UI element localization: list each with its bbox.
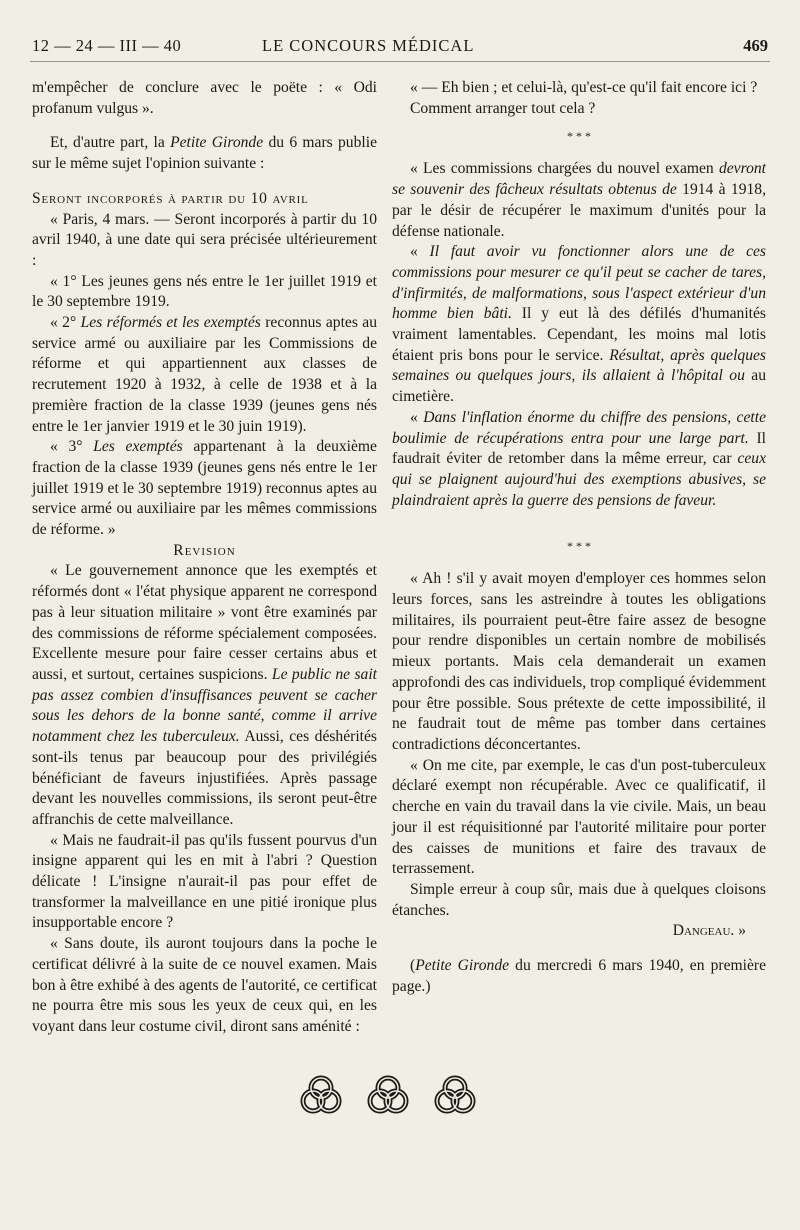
paragraph: « Les commissions chargées du nouvel examen devront se souvenir des fâcheux résultats obtenus de 1914 à 1918, par le désir de récupérer le maximum d'unités pour la défense nationale. <box>392 160 766 240</box>
paragraph: « Sans doute, ils auront toujours dans la poche le certificat délivré à la suite de ce nouvel examen. Mais bon à être exhibé à des agents de l'autorité, ce certificat ne pourra être mis sous les yeux de ceux qui, en les voyant dans leur costume civil, diront sans aménité : <box>32 935 377 1035</box>
left-column <box>32 78 377 1038</box>
knot-ornament-icon <box>298 1072 344 1118</box>
journal-title: LE CONCOURS MÉDICAL <box>262 36 475 55</box>
ornament-row <box>298 1072 478 1120</box>
paragraph: « Il faut avoir vu fonctionner alors une de ces commissions pour mesurer ce qu'il peut se cacher de tares, d'infirmités, de malformations, sous l'aspect extérieur d'un homme bien bâti. Il y eut là des défilés d'humanités vraiment lamentables. Cependant, les moins mal lotis étaient pris bons pour le service. Résultat, après quelques semaines ou quelques jours, ils allaient à l'hôpital ou au cimetière. <box>392 243 766 406</box>
paragraph: Et, d'autre part, la Petite Gironde du 6 mars publie sur le même sujet l'opinion suivante : <box>32 134 377 173</box>
knot-ornament-icon <box>432 1072 478 1118</box>
paragraph: « 3° Les exemptés appartenant à la deuxième fraction de la classe 1939 (jeunes gens nés entre le 1er juillet 1919 et le 30 septembre 1919) reconnus aptes au service armé ou auxiliaire par les mêmes commissions de réforme. » <box>32 438 377 539</box>
issue-reference: 12 — 24 — III — 40 <box>32 36 182 55</box>
running-header <box>32 36 768 62</box>
page-number: 469 <box>743 36 768 55</box>
section-heading: Seront incorporés à partir du 10 avril <box>32 189 309 207</box>
paragraph: « Mais ne faudrait-il pas qu'ils fussent pourvus d'un insigne apparent qui les en mit à l'abri ? Question délicate ! L'insigne n'aurait-il pas pour effet de transformer la malveillance en une pitié ironique plus insupportable encore ? <box>32 831 377 932</box>
header-rule <box>30 61 770 62</box>
paragraph: « Dans l'inflation énorme du chiffre des pensions, cette boulimie de récupérations entra pour une large part. Il faudrait éviter de retomber dans la même erreur, car ceux qui se plaignent aujourd'hui des exemptions abusives, se plaindraient après la guerre des pensions de faveur. <box>392 408 766 509</box>
paragraph: « Ah ! s'il y avait moyen d'employer ces hommes selon leurs forces, sans les astreindre à toutes les obligations militaires, ils pourraient peut-être faire assez de besogne pour rendre disponibles un certain nombre de mobilisés mieux portants. Mais cela demanderait un examen approfondi des cas individuels, trop compliqué évidemment pour être possible. Sous prétexte de cette impossibilité, il ne faudrait tout de même pas tomber dans certaines contradictions déconcertantes. <box>392 570 766 753</box>
source-citation: (Petite Gironde du mercredi 6 mars 1940, en première page.) <box>392 957 766 995</box>
paragraph: Simple erreur à coup sûr, mais due à quelques cloisons étanches. <box>392 880 766 919</box>
signature: Dangeau. » <box>672 922 746 940</box>
paragraph: « 1° Les jeunes gens nés entre le 1er juillet 1919 et le 30 septembre 1919. <box>32 272 377 311</box>
section-separator: * * * <box>567 129 591 144</box>
paragraph: « Le gouvernement annonce que les exemptés et réformés dont « l'état physique apparent ne correspond pas à leur situation militaire » vont être examinés par des commissions de réforme spécialement composées. Excellente mesure pour faire cesser certains abus et aussi, et surtout, certaines suspicions. Le public ne sait pas assez combien d'insuffisances peuvent se cacher sous les dehors de la bonne santé, comme il arrive notamment chez les tuberculeux. Aussi, ces déshérités sont-ils tenus par beaucoup pour des privilégiés bénéficiant de faveurs injustifiées. Après passage devant les nouvelles commissions, ils seront peut-être affranchis de cette malveillance. <box>32 562 378 828</box>
paragraph: « 2° Les réformés et les exemptés reconnus aptes au service armé ou auxiliaire par les Commissions de réforme et qui appartiennent aux classes de recrutement 1920 à 1932, à celle de 1938 et à la première fraction de la classe 1939 (jeunes gens nés entre le 1er janvier 1919 et le 30 juin 1919). <box>32 314 377 435</box>
paragraph: m'empêcher de conclure avec le poëte : « Odi profanum vulgus ». <box>32 79 377 117</box>
knot-ornament-icon <box>365 1072 411 1118</box>
section-separator: * * * <box>567 539 591 554</box>
paragraph: « — Eh bien ; et celui-là, qu'est-ce qu'il fait encore ici ? <box>410 79 758 96</box>
section-heading: Revision <box>173 541 236 559</box>
paragraph: « Paris, 4 mars. — Seront incorporés à partir du 10 avril 1940, à une date qui sera précisée ultérieurement : <box>32 210 377 269</box>
paragraph: Comment arranger tout cela ? <box>410 99 596 117</box>
right-column <box>392 78 766 997</box>
paragraph: « On me cite, par exemple, le cas d'un post-tuberculeux déclaré exempt non récupérable. Avec ce qualificatif, il cherche en vain du travail dans la vie civile. Mais, un beau jour il est réquisitionné par l'autorité militaire pour porter des caisses de munitions et faire des travaux de terrassement. <box>392 756 766 878</box>
